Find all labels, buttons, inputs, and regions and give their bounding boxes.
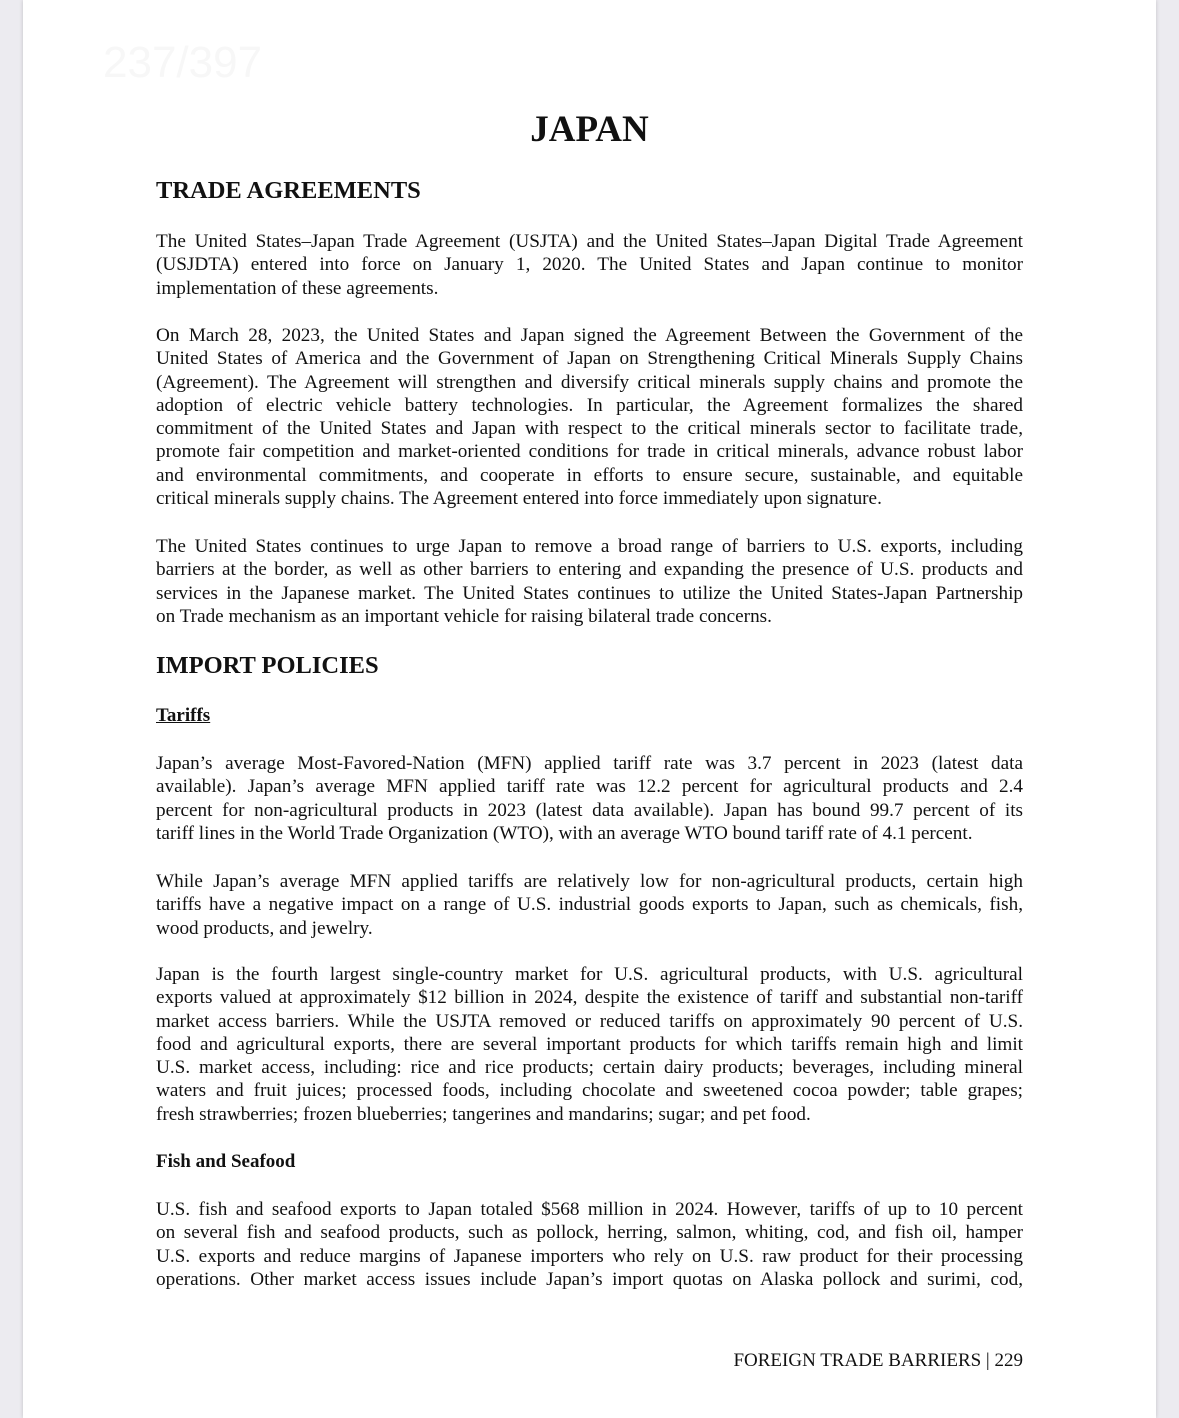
paragraph bbox=[156, 324, 1023, 510]
text-line: The United States–Japan Trade Agreement (USJTA) and the United States–Japan Digital Trade Agreement bbox=[156, 231, 1023, 252]
text-line: tariff lines in the World Trade Organization (WTO), with an average WTO bound tariff rate of 4.1 percent. bbox=[156, 822, 973, 844]
heading-import-policies: IMPORT POLICIES bbox=[156, 652, 379, 679]
text-line: available). Japan’s average MFN applied tariff rate was 12.2 percent for agricultural products and 2.4 bbox=[156, 776, 1023, 798]
text-line: Japan is the fourth largest single-country market for U.S. agricultural products, with U.S. agricultural bbox=[156, 964, 1023, 985]
page-title: JAPAN bbox=[530, 109, 649, 150]
text-line: services in the Japanese market. The United States continues to utilize the United States-Japan Partnership bbox=[156, 582, 1023, 604]
text-line: (USJDTA) entered into force on January 1, 2020. The United States and Japan continue to monitor bbox=[156, 254, 1023, 276]
paragraph bbox=[156, 870, 1023, 940]
text-line: tariffs have a negative impact on a range of U.S. industrial goods exports to Japan, such as chemicals, fish, bbox=[156, 894, 1023, 916]
text-line: United States of America and the Government of Japan on Strengthening Critical Minerals Supply Chains bbox=[156, 348, 1023, 370]
text-line: U.S. exports and reduce margins of Japanese importers who rely on U.S. raw product for their processing bbox=[156, 1245, 1023, 1267]
text-line: Japan’s average Most-Favored-Nation (MFN) applied tariff rate was 3.7 percent in 2023 (latest data bbox=[156, 753, 1023, 774]
subheading-tariffs: Tariffs bbox=[156, 705, 211, 726]
text-line: While Japan’s average MFN applied tariffs are relatively low for non-agricultural products, certain high bbox=[156, 871, 1023, 892]
text-line: The United States continues to urge Japan to remove a broad range of barriers to U.S. exports, including bbox=[156, 536, 1023, 557]
text-line: critical minerals supply chains. The Agreement entered into force immediately upon signature. bbox=[156, 488, 882, 510]
page-indicator: 237/397 bbox=[103, 38, 263, 87]
paragraph bbox=[156, 963, 1023, 1126]
text-line: on Trade mechanism as an important vehicle for raising bilateral trade concerns. bbox=[156, 605, 772, 627]
paragraph bbox=[156, 752, 1023, 845]
text-line: adoption of electric vehicle battery technologies. In particular, the Agreement formalizes the shared bbox=[156, 394, 1023, 416]
text-line: wood products, and jewelry. bbox=[156, 917, 373, 939]
text-line: promote fair competition and market-oriented conditions for trade in critical minerals, advance robust labor bbox=[156, 441, 1023, 463]
page-footer: FOREIGN TRADE BARRIERS | 229 bbox=[733, 1350, 1023, 1371]
text-line: percent for non-agricultural products in 2023 (latest data available). Japan has bound 99.7 percent of its bbox=[156, 799, 1023, 821]
text-line: On March 28, 2023, the United States and Japan signed the Agreement Between the Government of the bbox=[156, 325, 1023, 346]
text-line: implementation of these agreements. bbox=[156, 277, 439, 299]
paragraph bbox=[156, 230, 1023, 300]
text-line: U.S. market access, including: rice and rice products; certain dairy products; beverages, including mineral bbox=[156, 1057, 1023, 1079]
paragraph bbox=[156, 535, 1023, 628]
text-line: U.S. fish and seafood exports to Japan totaled $568 million in 2024. However, tariffs of up to 10 percent bbox=[156, 1199, 1023, 1220]
text-line: fresh strawberries; frozen blueberries; tangerines and mandarins; sugar; and pet food. bbox=[156, 1103, 811, 1125]
text-line: waters and fruit juices; processed foods, including chocolate and sweetened cocoa powder; table grapes; bbox=[156, 1080, 1023, 1102]
subheading-fish-and-seafood: Fish and Seafood bbox=[156, 1151, 296, 1172]
paragraph bbox=[156, 1198, 1023, 1291]
document-page bbox=[23, 0, 1156, 1418]
text-line: exports valued at approximately $12 billion in 2024, despite the existence of tariff and substantial non-tariff bbox=[156, 987, 1023, 1009]
text-line: food and agricultural exports, there are several important products for which tariffs remain high and limit bbox=[156, 1033, 1023, 1055]
text-line: market access barriers. While the USJTA removed or reduced tariffs on approximately 90 percent of U.S. bbox=[156, 1010, 1023, 1032]
text-line: commitment of the United States and Japan with respect to the critical minerals sector to facilitate trade, bbox=[156, 418, 1023, 440]
text-line: (Agreement). The Agreement will strengthen and diversify critical minerals supply chains and promote the bbox=[156, 371, 1023, 393]
heading-trade-agreements: TRADE AGREEMENTS bbox=[156, 177, 421, 204]
text-line: barriers at the border, as well as other barriers to entering and expanding the presence of U.S. products and bbox=[156, 559, 1023, 581]
text-line: on several fish and seafood products, such as pollock, herring, salmon, whiting, cod, and fish oil, hamper bbox=[156, 1222, 1023, 1244]
text-line: and environmental commitments, and cooperate in efforts to ensure secure, sustainable, and equitable bbox=[156, 464, 1023, 486]
text-line: operations. Other market access issues include Japan’s import quotas on Alaska pollock and surimi, cod, bbox=[156, 1268, 1023, 1290]
